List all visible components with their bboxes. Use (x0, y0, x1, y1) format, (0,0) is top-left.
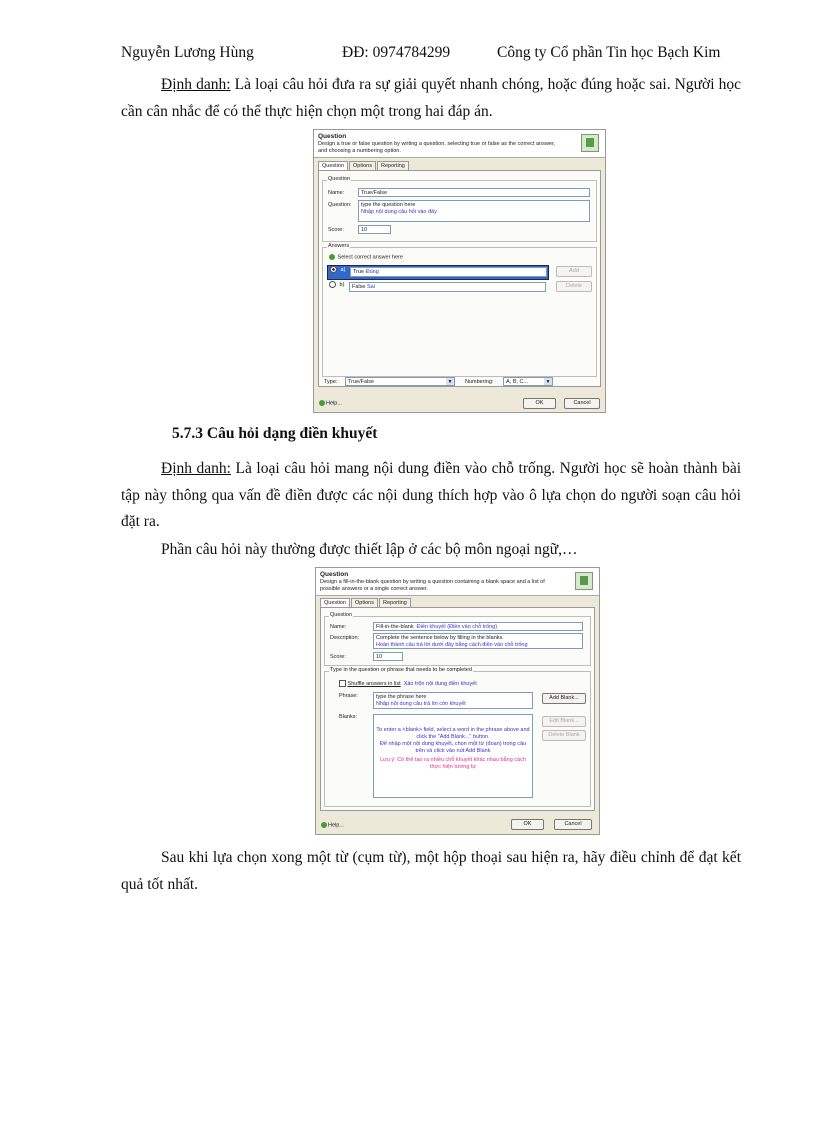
question-input[interactable] (358, 200, 590, 222)
answers-group-label: Answers (328, 243, 350, 249)
phrase-group (324, 667, 591, 807)
answer-a-value: True (353, 269, 365, 275)
paragraph-fill-blank (121, 456, 741, 536)
phrase-group-label: Type in the question or phrase that needs to be completed (330, 667, 472, 673)
answers-group (322, 243, 597, 377)
paragraph-text: Là loại câu hỏi đưa ra sự giải quyết nhanh chóng, hoặc đúng hoặc sai. Người học cần cân nhắc để có thể thực hiện chọn một trong hai đáp án. (121, 76, 742, 120)
answer-a-vi: Đúng (365, 269, 379, 275)
blank-note-vi: Lưu ý: Có thể tạo ra nhiều chỗ khuyết khác nhau bằng cách thực hiện tương tự (380, 757, 526, 770)
term-label: Định danh: (161, 460, 231, 477)
fill-in-blank-dialog (315, 567, 600, 835)
ok-button[interactable]: OK (511, 819, 544, 830)
answer-b-value: False (352, 284, 366, 290)
cancel-button[interactable]: Cancel (564, 398, 600, 409)
shuffle-label: Shuffle answers in list (347, 680, 401, 687)
numbering-label: Numbering: (465, 379, 494, 385)
name-input[interactable]: True/False (358, 188, 590, 197)
dialog-title: Question (320, 571, 349, 578)
header-phone: ĐĐ: 0974784299 (342, 44, 451, 61)
phrase-input[interactable] (373, 692, 533, 709)
question-panel (318, 170, 601, 387)
paragraph-text: Phần câu hỏi này thường được thiết lập ở các bộ môn ngoại ngữ,… (161, 541, 578, 558)
question-group-label: Question (328, 176, 351, 182)
shuffle-vi: Xáo trộn nội dung điền khuyết (403, 680, 477, 687)
question-value: type the question here (361, 202, 416, 208)
paragraph-true-false (121, 72, 741, 125)
blanks-label: Blanks: (339, 714, 358, 720)
question-type-icon (575, 572, 593, 590)
question-hint: Nhập nội dung câu hỏi vào đây (361, 208, 437, 215)
shuffle-checkbox[interactable] (339, 680, 346, 687)
help-text: Help... (326, 400, 342, 407)
answer-b-input[interactable] (349, 282, 546, 292)
section-title: 5.7.3 Câu hỏi dạng điền khuyết (172, 425, 378, 442)
type-label: Type: (324, 379, 338, 385)
dialog-header (316, 568, 599, 596)
name-label: Name: (330, 624, 347, 630)
numbering-select[interactable] (503, 377, 553, 386)
help-icon (319, 400, 325, 406)
paragraph-foreign-languages (121, 537, 741, 564)
question-group (322, 176, 597, 242)
header-company: Công ty Cổ phần Tin học Bạch Kim (497, 44, 721, 61)
blanks-list[interactable] (373, 714, 533, 798)
question-panel (320, 607, 595, 811)
help-link[interactable] (319, 400, 342, 406)
answer-b-radio[interactable] (329, 281, 336, 288)
blank-instructions-en: To enter a <blank> field, select a word in the phrase above and click the "Add Blank..." button. (376, 727, 530, 740)
answer-b-letter: b) (339, 281, 345, 288)
help-link[interactable] (321, 822, 344, 828)
description-vi: Hoàn thành câu trả lời dưới đây bằng cách điền vào chỗ trống (376, 641, 528, 648)
type-select[interactable] (345, 377, 455, 386)
tab-options[interactable]: Options (349, 161, 376, 170)
tab-bar (318, 161, 410, 170)
score-label: Score: (330, 654, 346, 660)
name-input[interactable] (373, 622, 583, 631)
dialog-description: Design a fill-in-the-blank question by writing a question containing a blank space and a list of possible answers or a single correct answer. (320, 579, 545, 592)
question-label: Question: (328, 202, 352, 208)
dialog-header (314, 130, 605, 158)
description-value: Complete the sentence below by filling in the blanks. (376, 635, 504, 641)
answer-a-letter: a) (340, 266, 346, 273)
term-label: Định danh: (161, 76, 231, 93)
header-author: Nguyễn Lương Hùng (121, 44, 254, 61)
question-group (324, 612, 591, 666)
dialog-description: Design a true or false question by writing a question, selecting true or false as the correct answer, and choosing a numbering option. (318, 141, 555, 154)
phrase-value: type the phrase here (376, 694, 427, 700)
add-answer-button[interactable]: Add (556, 266, 592, 277)
answer-row-a[interactable] (327, 265, 549, 280)
name-vi: Điền khuyết (Điền vào chỗ trống) (416, 624, 498, 630)
help-text: Help... (328, 822, 344, 829)
tab-options[interactable]: Options (351, 598, 378, 607)
answer-row-b[interactable] (327, 281, 547, 294)
name-value: Fill-in-the-blank (376, 624, 414, 630)
question-group-label: Question (330, 612, 353, 618)
delete-answer-button[interactable]: Delete (556, 281, 592, 292)
score-label: Score: (328, 227, 344, 233)
select-hint (329, 254, 403, 260)
tab-question[interactable]: Question (320, 598, 350, 607)
ok-button[interactable]: OK (523, 398, 556, 409)
type-value: True/False (348, 379, 375, 385)
add-blank-button[interactable]: Add Blank... (542, 693, 586, 704)
paragraph-after-selection (121, 845, 741, 898)
paragraph-text: Sau khi lựa chọn xong một từ (cụm từ), một hộp thoại sau hiện ra, hãy điều chỉnh để đạt kết quả tốt nhất. (121, 849, 741, 893)
paragraph-text: Là loại câu hỏi mang nội dung điền vào chỗ trống. Người học sẽ hoàn thành bài tập này thông qua vấn đề điền được các nội dung thích hợp vào ô lựa chọn do người soạn câu hỏi đặt ra. (121, 460, 742, 530)
true-false-dialog (313, 129, 606, 413)
description-label: Description: (330, 635, 360, 641)
score-input[interactable]: 10 (373, 652, 403, 661)
answer-a-input[interactable] (350, 267, 547, 277)
tab-question[interactable]: Question (318, 161, 348, 170)
edit-blank-button[interactable]: Edit Blank... (542, 716, 586, 727)
delete-blank-button[interactable]: Delete Blank (542, 730, 586, 741)
shuffle-option[interactable] (339, 680, 477, 687)
cancel-button[interactable]: Cancel (554, 819, 592, 830)
help-icon (321, 822, 327, 828)
dialog-title: Question (318, 133, 347, 140)
answer-b-vi: Sai (366, 284, 375, 290)
question-type-icon (581, 134, 599, 152)
blank-instructions-vi: Để nhập một nội dung khuyết, chọn một từ (đoạn) trong câu trên và click vào nút Add Blank (379, 741, 527, 754)
tab-bar (320, 598, 412, 607)
chevron-down-icon: ▼ (447, 379, 453, 385)
green-diamond-icon (329, 254, 335, 260)
phrase-vi: Nhập nội dung câu trả lời còn khuyết (376, 700, 466, 707)
tab-reporting[interactable]: Reporting (379, 598, 411, 607)
chevron-down-icon: ▼ (545, 379, 551, 385)
score-input[interactable]: 10 (358, 225, 391, 234)
description-input[interactable] (373, 633, 583, 649)
answer-a-radio[interactable] (330, 266, 337, 273)
tab-reporting[interactable]: Reporting (377, 161, 409, 170)
name-label: Name: (328, 190, 345, 196)
numbering-value: A, B, C... (506, 379, 529, 385)
select-hint-text: Select correct answer here (337, 254, 403, 261)
phrase-label: Phrase: (339, 693, 358, 699)
